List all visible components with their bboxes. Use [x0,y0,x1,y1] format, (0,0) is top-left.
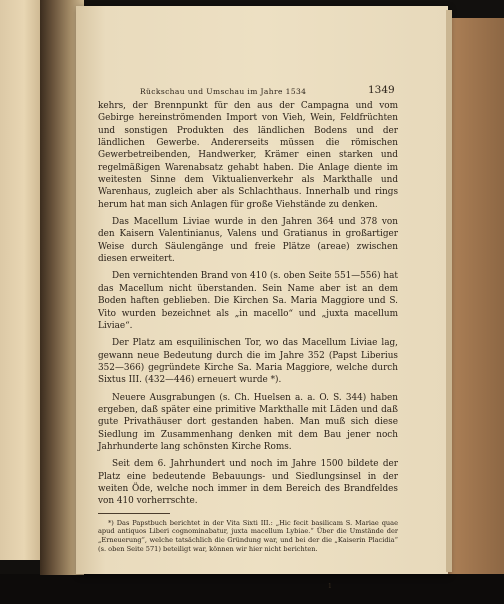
footnote-separator [98,513,170,514]
body-text [98,100,398,553]
left-page [0,0,44,560]
paragraph: Der Platz am esquilinischen Tor, wo das Macellum Liviae lag, gewann neue Bedeutung durch die im Jahre 352 (Papst Liberius 352—366) gegründete Kirche Sa. Maria Maggiore, welche durch Sixtus III. (432—446) erneuert wurde *). [98,338,398,386]
book-cover-bottom [0,574,504,604]
header-rule [98,98,400,99]
paragraph: kehrs, der Brennpunkt für den aus der Campagna und vom Gebirge hereinströmenden Import von Vieh, Wein, Feldfrüchten und sonstigen Produkten des ländlichen Bodens und der ländlichen Gewerbe. Andererseits müssen die römischen Gewerbetreibenden, Handwerker, Krämer einen starken und regelmäßigen Warenabsatz gehabt haben. Die Anlage diente im weitesten Sinne dem Viktualienverkehr als Markthalle und Warenhaus, zugleich aber als Schlachthaus. Innerhalb und rings herum hat man sich Anlagen für große Viehstände zu denken. [98,101,398,210]
paragraph: Den vernichtenden Brand von 410 (s. oben Seite 551—556) hat das Macellum nicht überstanden. Sein Name aber ist an dem Boden haften geblieben. Die Kirchen Sa. Maria Maggiore und S. Vito wurden bezeichnet als „in macello“ und „juxta macellum Liviae“. [98,271,398,331]
signature-mark: 1 [328,583,332,590]
paragraph: Neuere Ausgrabungen (s. Ch. Huelsen a. a. O. S. 344) haben ergeben, daß später eine primitive Markthalle mit Läden und daß gute Privathäuser dort gestanden haben. Man muß sich diese Siedlung im Zusammenhang denken mit dem Bau jener noch Jahrhunderte lang schönsten Kirche Roms. [98,392,398,452]
running-title: Rückschau und Umschau im Jahre 1534 [140,87,307,96]
paragraph: Das Macellum Liviae wurde in den Jahren 364 und 378 von den Kaisern Valentinianus, Valens und Gratianus in großartiger Weise durch Säulengänge und freie Plätze (areae) zwischen diesen erweitert. [98,217,398,265]
page-edges [446,10,452,572]
footnote: *) Das Papstbuch berichtet in der Vita Sixti III.: „Hic fecit basilicam S. Mariae quae apud antiquos Liberi cognominabatur, juxta macellum Lybiae.“ Über die Umstände der „Erneuerung“, welche tatsächlich die Gründung war, und bei der die „Kaiserin Placidia“ (s. oben Seite 571) beteiligt war, können wir hier nicht berichten. [98,518,398,553]
paragraph: Seit dem 6. Jahrhundert und noch im Jahre 1500 bildete der Platz eine bedeutende Bebauungs- und Siedlungsinsel in der weiten Öde, welche noch immer in dem Bereich des Brandfeldes von 410 vorherrschte. [98,459,398,507]
page-number: 1349 [368,84,395,96]
